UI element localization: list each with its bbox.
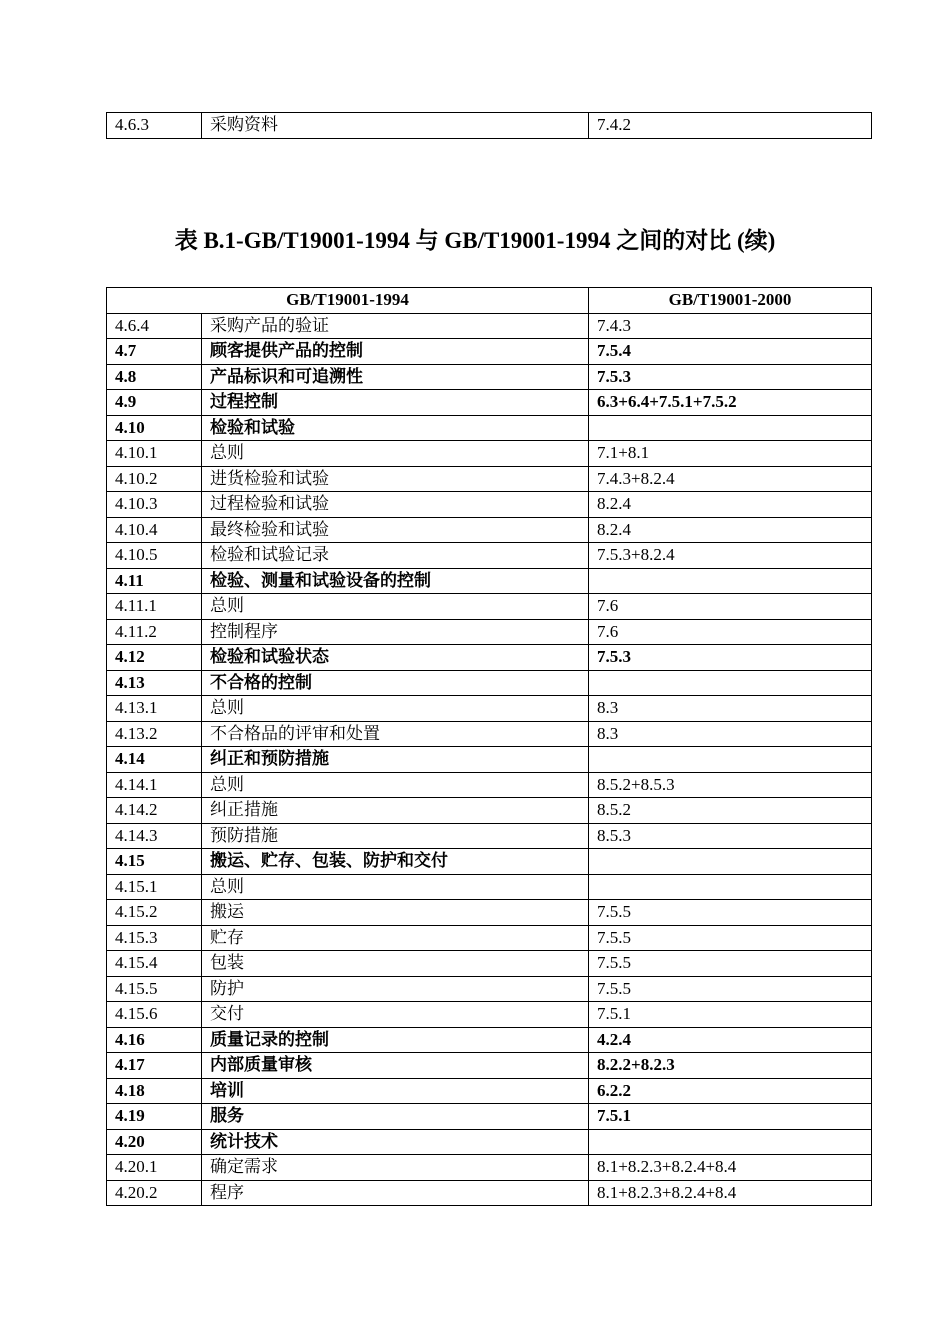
title-cell: 贮存	[202, 925, 589, 951]
clause-cell: 4.14.1	[107, 772, 202, 798]
clause-cell: 4.19	[107, 1104, 202, 1130]
clause-cell: 4.13.1	[107, 696, 202, 722]
title-cell: 培训	[202, 1078, 589, 1104]
clause-cell: 4.10.2	[107, 466, 202, 492]
table-row	[107, 747, 872, 773]
table-row	[107, 492, 872, 518]
clause-cell: 4.15.5	[107, 976, 202, 1002]
reference-cell: 7.1+8.1	[589, 441, 872, 467]
reference-cell: 7.5.5	[589, 900, 872, 926]
title-cell: 过程检验和试验	[202, 492, 589, 518]
title-cell: 过程控制	[202, 390, 589, 416]
table-title: 表 B.1-GB/T19001-1994 与 GB/T19001-1994 之间的对比 (续)	[174, 228, 776, 253]
clause-cell: 4.7	[107, 339, 202, 365]
clause-cell: 4.15.3	[107, 925, 202, 951]
clause-cell: 4.14.3	[107, 823, 202, 849]
table-row	[107, 1180, 872, 1206]
title-cell: 内部质量审核	[202, 1053, 589, 1079]
reference-cell: 8.5.2+8.5.3	[589, 772, 872, 798]
top-table-body	[107, 113, 872, 139]
clause-cell: 4.12	[107, 645, 202, 671]
table-row	[107, 874, 872, 900]
reference-cell	[589, 849, 872, 875]
header-gb-1994: GB/T19001-1994	[107, 288, 589, 314]
table-row	[107, 645, 872, 671]
reference-cell: 8.3	[589, 721, 872, 747]
table-row	[107, 390, 872, 416]
title-cell: 总则	[202, 441, 589, 467]
table-row	[107, 1078, 872, 1104]
title-cell: 检验和试验状态	[202, 645, 589, 671]
reference-cell: 8.5.3	[589, 823, 872, 849]
table-row	[107, 415, 872, 441]
title-cell: 总则	[202, 696, 589, 722]
clause-cell: 4.6.4	[107, 313, 202, 339]
reference-cell: 8.2.4	[589, 492, 872, 518]
reference-cell: 8.1+8.2.3+8.2.4+8.4	[589, 1180, 872, 1206]
clause-cell: 4.11	[107, 568, 202, 594]
table-row	[107, 670, 872, 696]
table-row	[107, 849, 872, 875]
table-row	[107, 823, 872, 849]
clause-cell: 4.20.2	[107, 1180, 202, 1206]
clause-cell: 4.8	[107, 364, 202, 390]
title-cell: 质量记录的控制	[202, 1027, 589, 1053]
clause-cell: 4.6.3	[107, 113, 202, 139]
reference-cell: 6.2.2	[589, 1078, 872, 1104]
reference-cell: 7.5.1	[589, 1002, 872, 1028]
reference-cell: 4.2.4	[589, 1027, 872, 1053]
clause-cell: 4.15.6	[107, 1002, 202, 1028]
clause-cell: 4.13	[107, 670, 202, 696]
table-row	[107, 696, 872, 722]
clause-cell: 4.15	[107, 849, 202, 875]
table-row	[107, 339, 872, 365]
title-cell: 采购产品的验证	[202, 313, 589, 339]
title-cell: 搬运	[202, 900, 589, 926]
reference-cell	[589, 747, 872, 773]
clause-cell: 4.16	[107, 1027, 202, 1053]
title-cell: 顾客提供产品的控制	[202, 339, 589, 365]
reference-cell: 7.6	[589, 594, 872, 620]
title-cell: 检验、测量和试验设备的控制	[202, 568, 589, 594]
comparison-table-body	[107, 313, 872, 1206]
clause-cell: 4.18	[107, 1078, 202, 1104]
header-gb-2000: GB/T19001-2000	[589, 288, 872, 314]
clause-cell: 4.20	[107, 1129, 202, 1155]
reference-cell: 7.5.3	[589, 645, 872, 671]
title-cell: 总则	[202, 772, 589, 798]
table-row	[107, 925, 872, 951]
table-header-row	[107, 288, 872, 314]
table-row	[107, 466, 872, 492]
reference-cell	[589, 568, 872, 594]
table-row	[107, 313, 872, 339]
title-cell: 防护	[202, 976, 589, 1002]
reference-cell: 8.5.2	[589, 798, 872, 824]
table-row	[107, 1129, 872, 1155]
title-cell: 确定需求	[202, 1155, 589, 1181]
clause-cell: 4.10	[107, 415, 202, 441]
clause-cell: 4.10.3	[107, 492, 202, 518]
continued-table-fragment	[106, 112, 872, 139]
title-cell: 程序	[202, 1180, 589, 1206]
reference-cell: 7.4.3+8.2.4	[589, 466, 872, 492]
title-cell: 检验和试验	[202, 415, 589, 441]
title-cell: 控制程序	[202, 619, 589, 645]
reference-cell: 8.2.2+8.2.3	[589, 1053, 872, 1079]
clause-cell: 4.15.1	[107, 874, 202, 900]
clause-cell: 4.14.2	[107, 798, 202, 824]
reference-cell	[589, 1129, 872, 1155]
title-cell: 最终检验和试验	[202, 517, 589, 543]
clause-cell: 4.17	[107, 1053, 202, 1079]
clause-cell: 4.10.4	[107, 517, 202, 543]
reference-cell: 7.5.1	[589, 1104, 872, 1130]
table-row	[107, 441, 872, 467]
title-cell: 搬运、贮存、包装、防护和交付	[202, 849, 589, 875]
title-cell: 预防措施	[202, 823, 589, 849]
reference-cell: 7.5.3	[589, 364, 872, 390]
reference-cell	[589, 670, 872, 696]
clause-cell: 4.13.2	[107, 721, 202, 747]
table-row	[107, 594, 872, 620]
comparison-table	[106, 287, 872, 1206]
table-row	[107, 798, 872, 824]
clause-cell: 4.10.5	[107, 543, 202, 569]
clause-cell: 4.11.1	[107, 594, 202, 620]
table-row	[107, 772, 872, 798]
reference-cell	[589, 874, 872, 900]
reference-cell: 7.4.3	[589, 313, 872, 339]
reference-cell	[589, 415, 872, 441]
table-row	[107, 113, 872, 139]
title-cell: 进货检验和试验	[202, 466, 589, 492]
clause-cell: 4.10.1	[107, 441, 202, 467]
table-row	[107, 568, 872, 594]
reference-cell: 6.3+6.4+7.5.1+7.5.2	[589, 390, 872, 416]
table-row	[107, 976, 872, 1002]
clause-cell: 4.9	[107, 390, 202, 416]
title-cell: 不合格品的评审和处置	[202, 721, 589, 747]
table-row	[107, 619, 872, 645]
title-cell: 纠正和预防措施	[202, 747, 589, 773]
reference-cell: 8.3	[589, 696, 872, 722]
table-row	[107, 1155, 872, 1181]
table-row	[107, 951, 872, 977]
reference-cell: 7.4.2	[589, 113, 872, 139]
reference-cell: 7.5.4	[589, 339, 872, 365]
title-cell: 统计技术	[202, 1129, 589, 1155]
clause-cell: 4.15.4	[107, 951, 202, 977]
reference-cell: 8.1+8.2.3+8.2.4+8.4	[589, 1155, 872, 1181]
title-cell: 采购资料	[202, 113, 589, 139]
title-cell: 总则	[202, 594, 589, 620]
title-cell: 产品标识和可追溯性	[202, 364, 589, 390]
reference-cell: 7.5.3+8.2.4	[589, 543, 872, 569]
reference-cell: 7.5.5	[589, 976, 872, 1002]
clause-cell: 4.14	[107, 747, 202, 773]
title-cell: 包装	[202, 951, 589, 977]
reference-cell: 7.6	[589, 619, 872, 645]
table-row	[107, 364, 872, 390]
table-row	[107, 517, 872, 543]
clause-cell: 4.20.1	[107, 1155, 202, 1181]
table-row	[107, 1002, 872, 1028]
title-cell: 不合格的控制	[202, 670, 589, 696]
title-cell: 总则	[202, 874, 589, 900]
reference-cell: 8.2.4	[589, 517, 872, 543]
table-row	[107, 1104, 872, 1130]
title-cell: 服务	[202, 1104, 589, 1130]
title-cell: 交付	[202, 1002, 589, 1028]
table-row	[107, 1027, 872, 1053]
clause-cell: 4.15.2	[107, 900, 202, 926]
reference-cell: 7.5.5	[589, 951, 872, 977]
clause-cell: 4.11.2	[107, 619, 202, 645]
reference-cell: 7.5.5	[589, 925, 872, 951]
table-row	[107, 543, 872, 569]
table-row	[107, 900, 872, 926]
table-row	[107, 721, 872, 747]
title-cell: 检验和试验记录	[202, 543, 589, 569]
table-row	[107, 1053, 872, 1079]
title-cell: 纠正措施	[202, 798, 589, 824]
